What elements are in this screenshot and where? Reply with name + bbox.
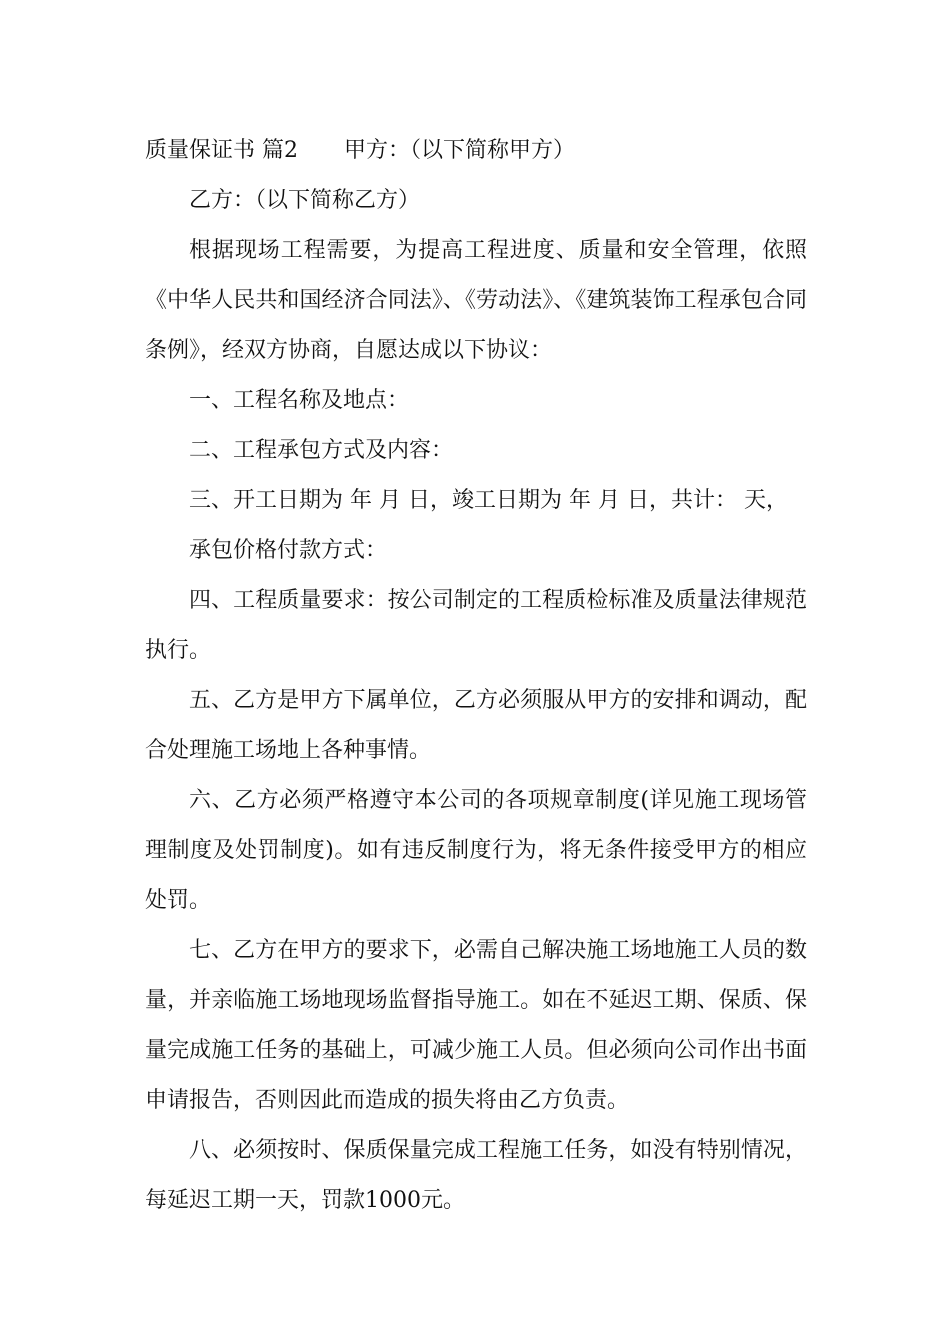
paragraph-payment: 承包价格付款方式： [189,538,388,563]
document-body [145,126,807,1226]
document-heading: 质量保证书 篇2 [145,138,298,163]
paragraph-clause-8: 八、必须按时、保质保量完成工程施工任务，如没有特别情况，每延迟工期一天，罚款1000元。 [145,1138,807,1213]
paragraph-clause-4: 四、工程质量要求：按公司制定的工程质检标准及质量法律规范执行。 [145,588,807,663]
party-a-line: 甲方：（以下简称甲方） [344,138,576,163]
heading-line [145,126,807,176]
paragraph-clause-2: 二、工程承包方式及内容： [189,438,454,463]
party-b-line: 乙方：（以下简称乙方） [189,188,421,213]
paragraph-clause-1: 一、工程名称及地点： [189,388,410,413]
paragraph-basis: 根据现场工程需要，为提高工程进度、质量和安全管理，依照《中华人民共和国经济合同法》、《劳动法》、《建筑装饰工程承包合同条例》，经双方协商，自愿达成以下协议： [145,238,807,363]
paragraph-clause-5: 五、乙方是甲方下属单位，乙方必须服从甲方的安排和调动，配合处理施工场地上各种事情。 [145,688,807,763]
paragraph-clause-7: 七、乙方在甲方的要求下，必需自己解决施工场地施工人员的数量，并亲临施工场地现场监督指导施工。如在不延迟工期、保质、保量完成施工任务的基础上，可减少施工人员。但必须向公司作出书面申请报告，否则因此而造成的损失将由乙方负责。 [145,938,807,1113]
paragraph-clause-3: 三、开工日期为 年 月 日，竣工日期为 年 月 日，共计： 天， [189,488,788,513]
paragraph-clause-6: 六、乙方必须严格遵守本公司的各项规章制度(详见施工现场管理制度及处罚制度)。如有违反制度行为，将无条件接受甲方的相应处罚。 [145,788,807,913]
